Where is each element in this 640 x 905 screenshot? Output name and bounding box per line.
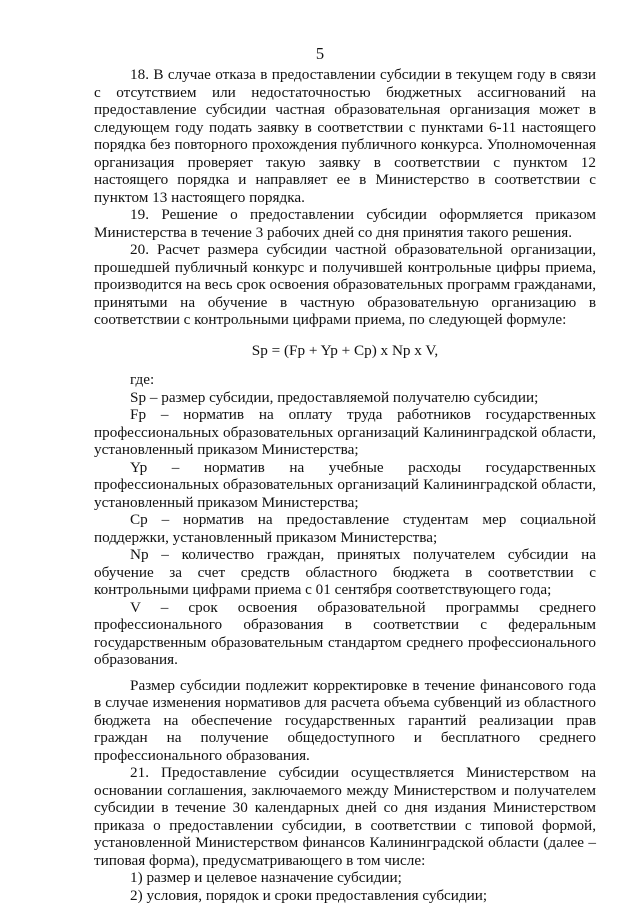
- list-item-2: 2) условия, порядок и сроки предоставления субсидии;: [130, 886, 488, 904]
- definition-sp: Sp – размер субсидии, предоставляемой получателю субсидии;: [130, 388, 539, 406]
- subsidy-formula: Sp = (Fp + Yp + Cp) x Np x V,: [251, 341, 439, 359]
- paragraph-21: 21. Предоставление субсидии осуществляется Министерством на основании соглашения, заключаемого между Министерством и получателем субсидии в течение 30 календарных дней со дня издания Министерством приказа о предоставлении субсидии, в соответствии с типовой формой, установленной Министерством финансов Калининградской области (далее – типовая форма), предусматривающего в том числе:: [94, 764, 596, 869]
- definition-np: Np – количество граждан, принятых получателем субсидии на обучение за счет средств областного бюджета в соответствии с контрольными цифрами приема с 01 сентября соответствующего года;: [94, 546, 596, 598]
- definition-yp: Yp – норматив на учебные расходы государственных профессиональных образовательных организаций Калининградской области, установленный приказом Министерства;: [94, 458, 596, 511]
- paragraph-20: 20. Расчет размера субсидии частной образовательной организации, прошедшей публичный конкурс и получившей контрольные цифры приема, производится на весь срок освоения образовательных программ гражданами, принятыми на обучение в частную образовательную организацию в соответствии с контрольными цифрами приема, по следующей формуле:: [94, 241, 596, 328]
- document-body: [94, 66, 596, 904]
- page-number: 5: [315, 44, 325, 63]
- definition-v: V – срок освоения образовательной программы среднего профессионального образования в соответствии с федеральным государственным образовательным стандартом среднего профессионального образования.: [94, 598, 596, 668]
- paragraph-18: 18. В случае отказа в предоставлении субсидии в текущем году в связи с отсутствием или недостаточностью бюджетных ассигнований на предоставление субсидии частная образовательная организация может в следующем году подать заявку в соответствии с пунктами 6-11 настоящего порядка без повторного прохождения публичного конкурса. Уполномоченная организация проверяет такую заявку в соответствии с пунктом 12 настоящего порядка и направляет ее в Министерство в соответствии с пунктом 13 настоящего порядка.: [94, 66, 596, 206]
- paragraph-adjustment: Размер субсидии подлежит корректировке в течение финансового года в случае изменения нормативов для расчета объема субвенций из областного бюджета на обеспечение государственных гарантий реализации прав граждан на получение общедоступного и бесплатного среднего профессионального образования.: [94, 676, 596, 764]
- definition-cp: Cp – норматив на предоставление студентам мер социальной поддержки, установленный приказом Министерства;: [94, 511, 596, 546]
- formula-where: где:: [130, 371, 155, 388]
- list-item-1: 1) размер и целевое назначение субсидии;: [130, 869, 402, 886]
- paragraph-19: 19. Решение о предоставлении субсидии оформляется приказом Министерства в течение 3 рабочих дней со дня принятия такого решения.: [94, 206, 596, 241]
- definition-fp: Fp – норматив на оплату труда работников государственных профессиональных образовательных организаций Калининградской области, установленный приказом Министерства;: [94, 406, 596, 458]
